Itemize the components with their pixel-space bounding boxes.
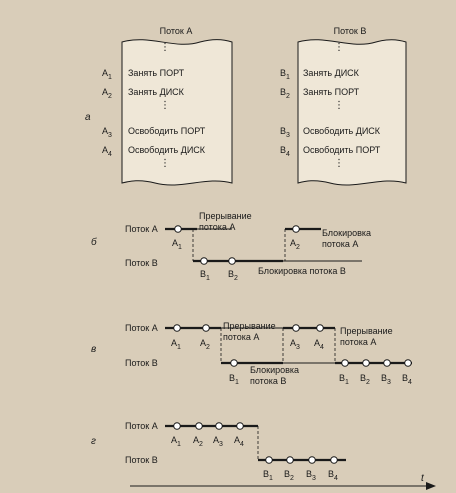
note-interrupt: потока А	[340, 337, 377, 347]
panel-v	[91, 321, 412, 386]
event-marker	[216, 423, 223, 430]
event-marker	[309, 457, 316, 464]
mark-label: $B_1$	[229, 373, 239, 386]
mark-label: $A_4$	[234, 435, 244, 448]
dots: ⋮	[160, 42, 170, 53]
time-axis-label: t	[421, 473, 424, 484]
event-marker	[229, 258, 236, 265]
panel-a	[85, 26, 406, 185]
mark-label: $B_4$	[328, 469, 338, 482]
row-a-label: Поток А	[125, 323, 158, 333]
dots: ⋮	[160, 158, 170, 169]
event-marker	[174, 325, 181, 332]
step-text: Освободить ДИСК	[128, 145, 206, 155]
note-block-a: Блокировка	[322, 228, 372, 238]
panel-a-label: а	[85, 112, 91, 123]
step-text: Занять ДИСК	[128, 87, 184, 97]
event-marker	[237, 423, 244, 430]
event-marker	[331, 457, 338, 464]
note-interrupt: потока А	[199, 222, 236, 232]
step-id: $A_1$	[102, 68, 112, 81]
dots: ⋮	[334, 100, 344, 111]
mark-label: $A_2$	[290, 238, 300, 251]
step-text: Занять ДИСК	[303, 68, 359, 78]
row-b-label: Поток В	[125, 358, 158, 368]
event-marker	[174, 423, 181, 430]
thread-b-sheet	[280, 26, 406, 185]
event-marker	[196, 423, 203, 430]
mark-label: $B_3$	[381, 373, 391, 386]
step-text: Освободить ДИСК	[303, 126, 381, 136]
note-block-b: Блокировка потока В	[258, 266, 346, 276]
event-marker	[363, 360, 370, 367]
event-marker	[342, 360, 349, 367]
mark-label: $A_3$	[290, 338, 300, 351]
time-axis	[130, 473, 436, 490]
mark-label: $A_4$	[314, 338, 324, 351]
note-block-b: Блокировка	[250, 365, 300, 375]
note-interrupt: Прерывание	[340, 326, 393, 336]
row-b-label: Поток В	[125, 258, 158, 268]
note-block-b: потока В	[250, 376, 287, 386]
step-id: $B_3$	[280, 126, 290, 139]
event-marker	[384, 360, 391, 367]
thread-a-sheet	[102, 26, 232, 185]
mark-label: $A_3$	[213, 435, 223, 448]
mark-label: $B_2$	[360, 373, 370, 386]
dots: ⋮	[334, 42, 344, 53]
mark-label: $B_2$	[228, 269, 238, 282]
panel-g	[91, 421, 346, 482]
note-block-a: потока А	[322, 239, 359, 249]
event-marker	[287, 457, 294, 464]
mark-label: $B_2$	[284, 469, 294, 482]
mark-label: $A_2$	[193, 435, 203, 448]
note-interrupt: Прерывание	[223, 321, 276, 331]
panel-v-label: в	[91, 344, 97, 355]
event-marker	[317, 325, 324, 332]
step-text: Занять ПОРТ	[303, 87, 360, 97]
arrow-right-icon	[426, 482, 436, 490]
thread-b-title: Поток В	[333, 26, 367, 36]
thread-a-paper	[122, 40, 232, 185]
event-marker	[293, 325, 300, 332]
step-id: $B_4$	[280, 145, 290, 158]
mark-label: $A_1$	[172, 238, 182, 251]
mark-label: $B_1$	[339, 373, 349, 386]
step-id: $B_2$	[280, 87, 290, 100]
event-marker	[203, 325, 210, 332]
event-marker	[266, 457, 273, 464]
thread-b-paper	[298, 40, 406, 185]
mark-label: $B_3$	[306, 469, 316, 482]
mark-label: $A_2$	[200, 338, 210, 351]
dots: ⋮	[160, 100, 170, 111]
dots: ⋮	[334, 158, 344, 169]
step-id: $A_4$	[102, 145, 112, 158]
step-id: $A_3$	[102, 126, 112, 139]
note-interrupt: потока А	[223, 332, 260, 342]
step-text: Освободить ПОРТ	[303, 145, 381, 155]
mark-label: $B_1$	[263, 469, 273, 482]
event-marker	[293, 226, 300, 233]
step-text: Занять ПОРТ	[128, 68, 185, 78]
panel-g-label: г	[91, 436, 96, 447]
thread-a-title: Поток А	[159, 26, 193, 36]
step-text: Освободить ПОРТ	[128, 126, 206, 136]
step-id: $B_1$	[280, 68, 290, 81]
mark-label: $A_1$	[171, 435, 181, 448]
mark-label: $B_4$	[402, 373, 412, 386]
event-marker	[175, 226, 182, 233]
event-marker	[405, 360, 412, 367]
event-marker	[231, 360, 238, 367]
mark-label: $A_1$	[171, 338, 181, 351]
row-a-label: Поток А	[125, 224, 158, 234]
row-a-label: Поток А	[125, 421, 158, 431]
step-id: $A_2$	[102, 87, 112, 100]
row-b-label: Поток В	[125, 455, 158, 465]
panel-b-label: б	[91, 237, 97, 248]
panel-b	[91, 211, 371, 282]
note-interrupt: Прерывание	[199, 211, 252, 221]
mark-label: $B_1$	[200, 269, 210, 282]
event-marker	[201, 258, 208, 265]
